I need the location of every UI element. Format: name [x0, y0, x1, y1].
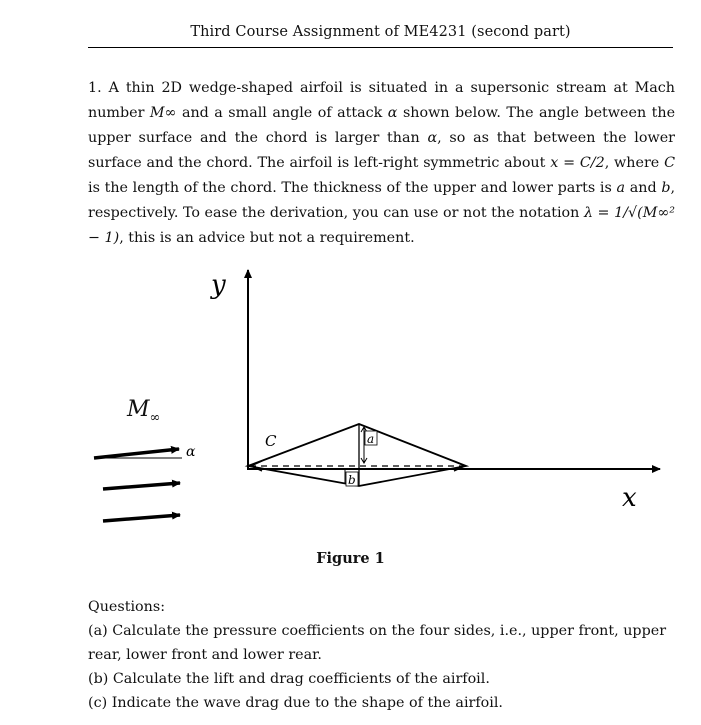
x-axis-label: x	[622, 483, 637, 513]
b-symbol: b	[661, 180, 671, 196]
mach-label: $M_\infty$	[127, 397, 161, 426]
lambda-notation: λ = 1/√(M∞² − 1)	[88, 205, 675, 246]
freestream-arrow-inclined	[94, 449, 179, 458]
chord-label: C	[265, 432, 277, 450]
airfoil-figure	[0, 255, 701, 545]
freestream-arrow-1	[103, 483, 180, 489]
chord-symbol: C	[664, 155, 676, 171]
problem-statement: 1. A thin 2D wedge-shaped airfoil is situated in a supersonic stream at Mach number M∞ and a small angle of attack α shown below. The angle between the upper surface and the chord is larger than α, so as that between the lower surface and the chord. The airfoil is left-right symmetric about x = C/2, where C is the length of the chord. The thickness of the upper and lower parts is a and b, respectively. To ease the derivation, you can use or not the notation λ = 1/√(M∞² − 1), this is an advice but not a requirement.	[88, 80, 676, 246]
a-label: a	[367, 432, 375, 446]
page-header: Third Course Assignment of ME4231 (second part)	[190, 24, 571, 40]
question-b: (b) Calculate the lift and drag coefficients of the airfoil.	[88, 671, 490, 687]
problem-number: 1.	[88, 80, 102, 96]
y-axis-label: y	[211, 270, 226, 300]
mach-symbol: M∞	[149, 105, 177, 121]
figure-caption: Figure 1	[316, 550, 385, 567]
b-label: b	[348, 473, 356, 487]
question-c: (c) Indicate the wave drag due to the shape of the airfoil.	[88, 695, 503, 711]
alpha-symbol: α	[387, 105, 398, 121]
question-a: (a) Calculate the pressure coefficients on the four sides, i.e., upper front, upper rear, lower front and lower rear.	[88, 623, 667, 663]
alpha-label: α	[186, 444, 196, 460]
symmetry-equation: x = C/2	[550, 155, 605, 171]
questions-heading: Questions:	[88, 599, 166, 615]
freestream-arrow-2	[103, 515, 180, 521]
header-rule	[88, 47, 673, 48]
questions-section	[88, 595, 678, 715]
a-symbol: a	[616, 180, 626, 196]
